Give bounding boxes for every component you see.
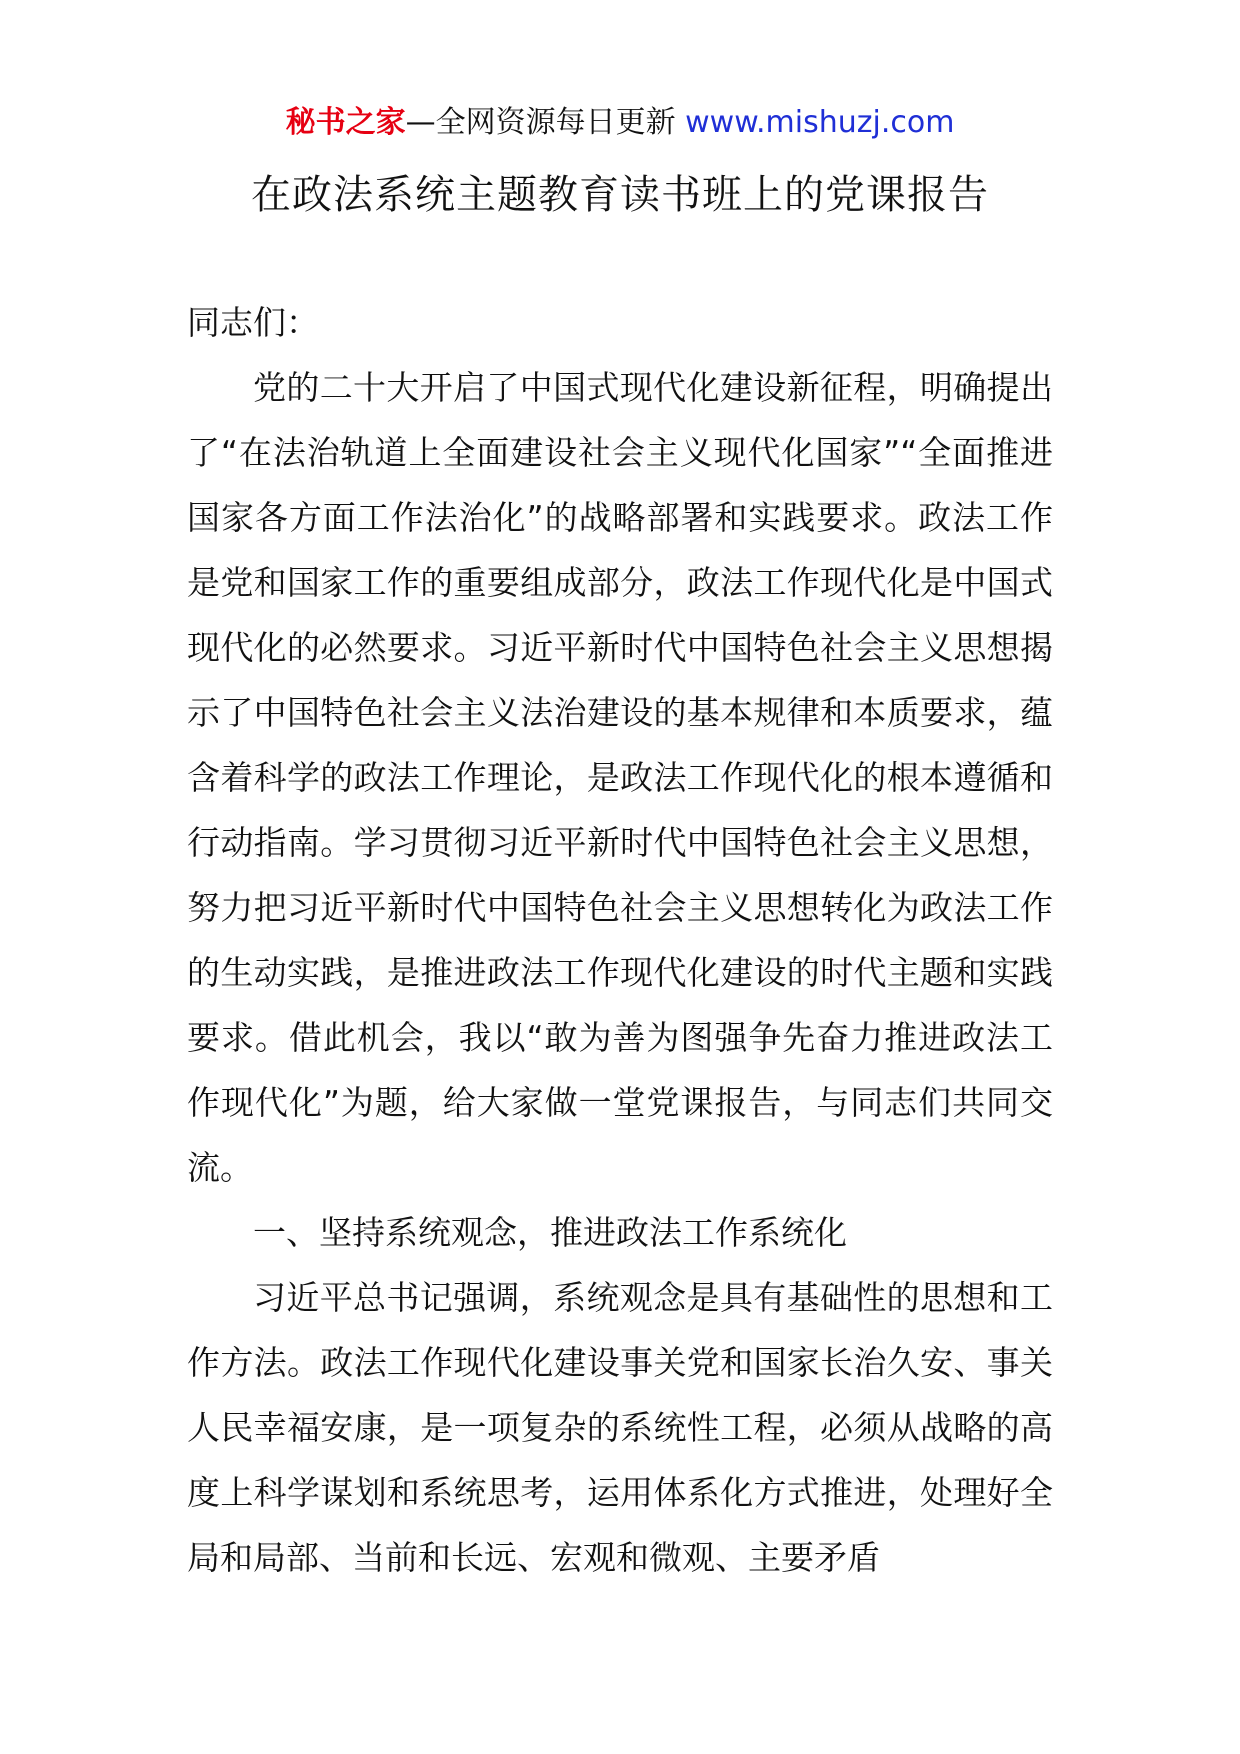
site-url-link[interactable]: www.mishuzj.com: [685, 105, 955, 140]
section-heading-1: 一、坚持系统观念，推进政法工作系统化: [253, 1213, 847, 1252]
salutation: 同志们：: [187, 303, 319, 342]
document-title: 在政法系统主题教育读书班上的党课报告: [251, 172, 989, 218]
site-header: [0, 98, 1240, 148]
document-body: [187, 290, 1053, 1590]
paragraph-intro: 党的二十大开启了中国式现代化建设新征程，明确提出了“在法治轨道上全面建设社会主义现代化国家”“全面推进国家各方面工作法治化”的战略部署和实践要求。政法工作是党和国家工作的重要组成部分，政法工作现代化是中国式现代化的必然要求。习近平新时代中国特色社会主义思想揭示了中国特色社会主义法治建设的基本规律和本质要求，蕴含着科学的政法工作理论，是政法工作现代化的根本遵循和行动指南。学习贯彻习近平新时代中国特色社会主义思想，努力把习近平新时代中国特色社会主义思想转化为政法工作的生动实践，是推进政法工作现代化建设的时代主题和实践要求。借此机会，我以“敢为善为图强争先奋力推进政法工作现代化”为题，给大家做一堂党课报告，与同志们共同交流。: [187, 368, 1053, 1187]
paragraph-section-1: 习近平总书记强调，系统观念是具有基础性的思想和工作方法。政法工作现代化建设事关党和国家长治久安、事关人民幸福安康，是一项复杂的系统性工程，必须从战略的高度上科学谋划和系统思考，运用体系化方式推进，处理好全局和局部、当前和长远、宏观和微观、主要矛盾: [187, 1278, 1053, 1577]
site-tagline: —全网资源每日更新: [405, 105, 686, 140]
site-brand: 秘书之家: [285, 105, 406, 140]
